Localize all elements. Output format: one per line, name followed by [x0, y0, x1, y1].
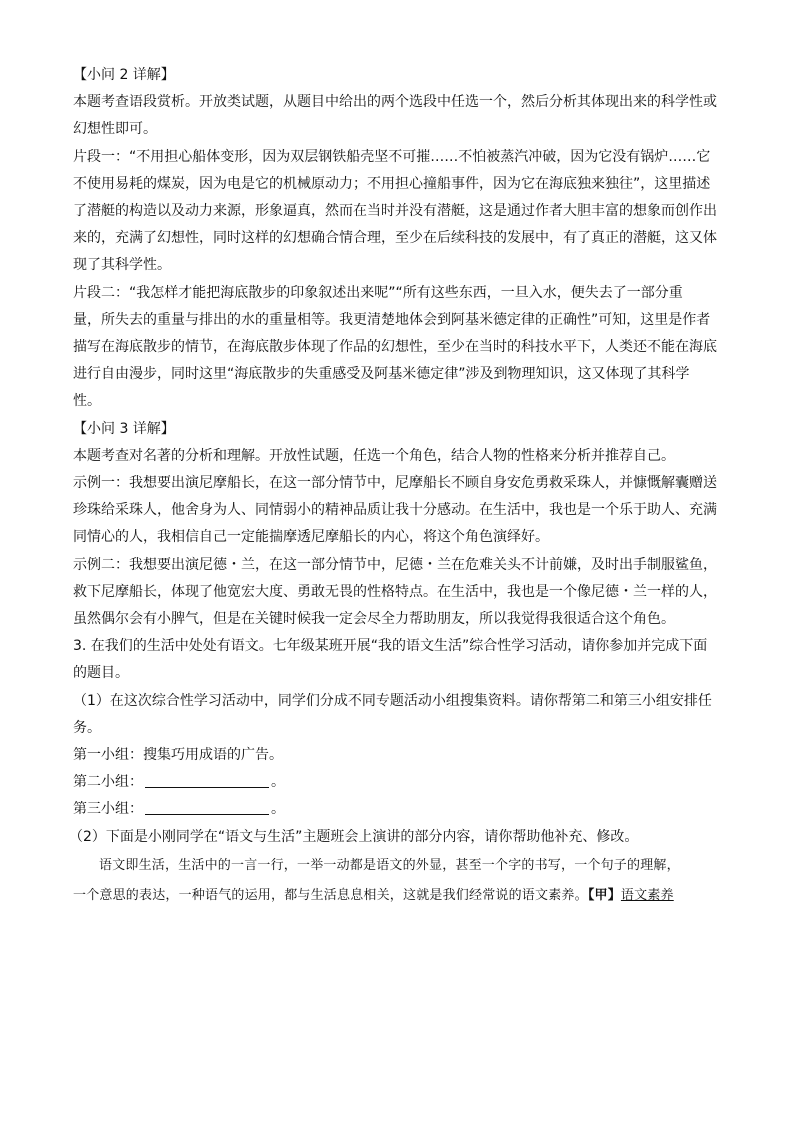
q2-line: 量，所失去的重量与排出的水的重量相等。我更清楚地体会到阿基米德定律的正确性”可知，这里是作者 [73, 311, 711, 328]
q2-line: 片段一：“不用担心船体变形，因为双层钢铁船壳坚不可摧……不怕被蒸汽冲破，因为它没有锅炉……它 [73, 148, 711, 165]
q2-line: 幻想性即可。 [73, 121, 157, 138]
q3-line: 本题考查对名著的分析和理解。开放性试题，任选一个角色，结合人物的性格来分析并推荐自己。 [73, 447, 675, 464]
q2-line: 了潜艇的构造以及动力来源，形象逼真，然而在当时并没有潜艇，这是通过作者大胆丰富的想象而创作出 [73, 203, 717, 220]
q3-line: 珍珠给采珠人，他舍身为人、同情弱小的精神品质让我十分感动。在生活中，我也是一个乐于助人、充满 [73, 502, 717, 519]
q2-line: 本题考查语段赏析。开放类试题，从题目中给出的两个选段中任选一个，然后分析其体现出来的科学性或 [73, 94, 717, 111]
speech-passage-line [73, 881, 723, 911]
q3-line: 同情心的人，我相信自己一定能揣摩透尼摩船长的内心，将这个角色演绎好。 [73, 529, 549, 546]
group-2-label: 第二小组： [73, 774, 143, 791]
q3-line: 救下尼摩船长，体现了他宽宏大度、勇敢无畏的性格特点。在生活中，我也是一个像尼德・兰一样的人， [73, 583, 717, 600]
q3-header: 【小问 3 详解】 [73, 420, 175, 437]
group-2-answer-blank[interactable] [145, 771, 269, 788]
document-page [69, 62, 723, 911]
q2-line: 现了其科学性。 [73, 257, 171, 274]
group-3-label: 第三小组： [73, 801, 143, 818]
q2-line: 性。 [73, 393, 101, 410]
q2-line: 不使用易耗的煤炭，因为电是它的机械原动力；不用担心撞船事件，因为它在海底独来独往”，这里描述 [73, 175, 711, 192]
group-3-task [73, 796, 723, 823]
group-1-task: 第一小组：搜集巧用成语的广告。 [73, 747, 283, 764]
passage-tag-jia: 【甲】 [587, 887, 621, 903]
question-3-part2: （2）下面是小刚同学在“语文与生活”主题班会上演讲的部分内容，请你帮助他补充、修改。 [69, 828, 639, 845]
q2-line: 片段二：“我怎样才能把海底散步的印象叙述出来呢”“所有这些东西，一旦入水，便失去了一部分重 [73, 284, 683, 301]
group-2-task [73, 769, 723, 796]
question-3-part1: 务。 [73, 719, 101, 736]
q2-line: 描写在海底散步的情节，在海底散步体现了作品的幻想性，至少在当时的科技水平下，人类还不能在海底 [73, 339, 717, 356]
question-3-intro: 的题目。 [73, 665, 129, 682]
speech-passage-line [73, 851, 723, 881]
group-3-period: 。 [271, 801, 285, 818]
q3-line: 示例一：我想要出演尼摩船长，在这一部分情节中，尼摩船长不顾自身安危勇救采珠人，并慷慨解囊赠送 [73, 475, 717, 492]
q3-line: 虽然偶尔会有小脾气，但是在关键时候我一定会尽全力帮助朋友，所以我觉得我很适合这个角色。 [73, 611, 675, 628]
passage-text: 语文即生活，生活中的一言一行，一举一动都是语文的外显，甚至一个字的书写，一个句子的理解， [99, 857, 680, 873]
q2-header: 【小问 2 详解】 [73, 67, 175, 83]
question-3-part1: （1）在这次综合性学习活动中，同学们分成不同专题活动小组搜集资料。请你帮第二和第三小组安排任 [73, 692, 712, 709]
group-3-answer-blank[interactable] [145, 798, 269, 815]
passage-underlined-phrase: 语文素养 [620, 887, 674, 903]
question-3-intro: 3. 在我们的生活中处处有语文。七年级某班开展“我的语文生活”综合性学习活动，请你参加并完成下面 [73, 638, 708, 655]
group-2-period: 。 [271, 774, 285, 791]
q2-line: 进行自由漫步，同时这里“海底散步的失重感受及阿基米德定律”涉及到物理知识，这又体现了其科学 [73, 366, 690, 383]
passage-text: 一个意思的表达，一种语气的运用，都与生活息息相关，这就是我们经常说的语文素养。 [73, 887, 588, 903]
q3-line: 示例二：我想要出演尼德・兰，在这一部分情节中，尼德・兰在危难关头不计前嫌，及时出手制服鲨鱼， [73, 556, 717, 573]
q2-line: 来的，充满了幻想性，同时这样的幻想确合情合理，至少在后续科技的发展中，有了真正的潜艇，这又体 [73, 230, 717, 247]
